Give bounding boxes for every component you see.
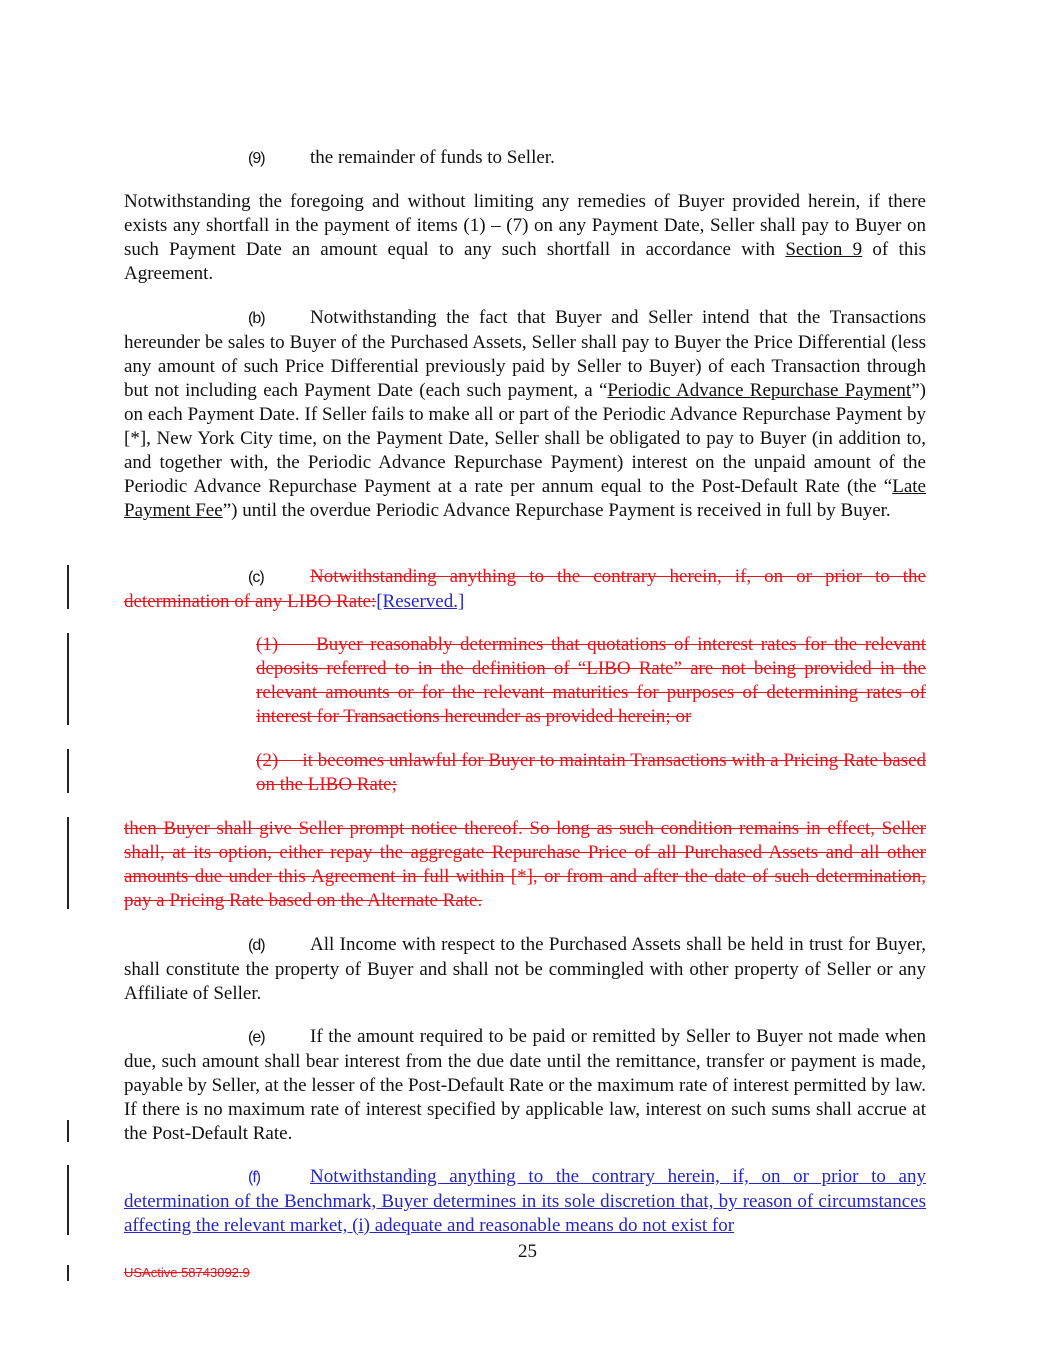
item-c1-deleted: (1) Buyer reasonably determines that quotations of interest rates for the relevant deposits referred to in the definition of “LIBO Rate” are not being provided in the relevant amounts or for the relevant maturities for purposes of determining rates of interest for Transactions hereunder as provided herein; or — [256, 634, 926, 727]
para-notwithstanding — [124, 190, 926, 286]
para-f-inserted: Notwithstanding anything to the contrary herein, if, on or prior to any determination of the Benchmark, Buyer determines in its sole discretion that, by reason of circumstances affecting the relevant market, (i) adequate and reasonable means do not exist for — [124, 1166, 926, 1236]
para-b-text-2: ”) on each Payment Date. If Seller fails to make all or part of the Periodic Advance Repurchase Payment by [*], New York City time, on the Payment Date, Seller shall be obligated to pay to Buyer (in addition to, and together with, the Periodic Advance Repurchase Payment) interest on the unpaid amount of the Periodic Advance Repurchase Payment at a rate per annum equal to the Post-Default Rate (the “ — [124, 380, 926, 497]
para-c-deleted: Notwithstanding anything to the contrary herein, if, on or prior to the determination of any LIBO Rate: — [124, 566, 926, 612]
item-9-text: the remainder of funds to Seller. — [310, 147, 555, 168]
para-then-deleted: then Buyer shall give Seller prompt notice thereof. So long as such condition remains in effect, Seller shall, at its option, either repay the aggregate Repurchase Price of all Purchased Assets and all other amounts due under this Agreement in full within [*], or from and after the date of such determination, pay a Pricing Rate based on the Alternate Rate. — [124, 818, 926, 911]
change-bar — [67, 633, 69, 725]
change-bar — [67, 565, 69, 609]
item-c1 — [256, 633, 926, 729]
item-9 — [124, 146, 926, 171]
para-d — [124, 933, 926, 1006]
para-e-text: If the amount required to be paid or remitted by Seller to Buyer not made when due, such amount shall bear interest from the due date until the remittance, transfer or payment is made, payable by Seller, at the lesser of the Post-Default Rate or the maximum rate of interest permitted by law. If there is no maximum rate of interest specified by applicable law, interest on such sums shall accrue at the Post-Default Rate. — [124, 1026, 926, 1144]
para-c-inserted: [Reserved.] — [376, 591, 465, 612]
change-bar — [67, 1165, 69, 1235]
item-c2-deleted: (2) it becomes unlawful for Buyer to maintain Transactions with a Pricing Rate based on the LIBO Rate; — [256, 750, 926, 795]
change-bar — [67, 1265, 69, 1281]
para-b-label: (b) — [248, 310, 265, 327]
page-number: 25 — [518, 1241, 537, 1262]
para-b-text-1: Notwithstanding the fact that Buyer and Seller intend that the Transactions hereunder be sales to Buyer of the Purchased Assets, Seller shall pay to Buyer the Price Differential (less any amount of such Price Differential previously paid by Seller to Buyer) of each Transaction through but not including each Payment Date (each such payment, a “ — [124, 307, 926, 401]
para-d-label: (d) — [248, 937, 265, 954]
footer-doc-id: USActive 58743092.9 — [124, 1265, 250, 1280]
defined-term-periodic-advance: Periodic Advance Repurchase Payment — [607, 380, 912, 401]
item-c2 — [256, 749, 926, 797]
para-c — [124, 565, 926, 614]
para-b-text-3: ”) until the overdue Periodic Advance Repurchase Payment is received in full by Buyer. — [222, 500, 891, 521]
para-f-label: (f) — [248, 1169, 261, 1186]
defined-term-late-payment-fee: Late Payment Fee — [124, 476, 926, 521]
para-c-label: (c) — [248, 569, 264, 586]
section-9-link[interactable]: Section 9 — [785, 239, 863, 260]
para-b — [124, 306, 926, 523]
para-f — [124, 1165, 926, 1238]
para-notwithstanding-text: Notwithstanding the foregoing and without limiting any remedies of Buyer provided herein, if there exists any shortfall in the payment of items (1) – (7) on any Payment Date, Seller shall pay to Buyer on such Payment Date an amount equal to any such shortfall in accordance with — [124, 191, 926, 260]
change-bar — [67, 817, 69, 909]
change-bar — [67, 749, 69, 793]
item-9-label: (9) — [248, 150, 265, 167]
para-d-text: All Income with respect to the Purchased Assets shall be held in trust for Buyer, shall constitute the property of Buyer and shall not be commingled with other property of Seller or any Affiliate of Seller. — [124, 934, 926, 1004]
para-e-label: (e) — [248, 1029, 265, 1046]
para-e — [124, 1025, 926, 1146]
change-bar — [67, 1120, 69, 1142]
para-notwithstanding-tail: of this Agreement. — [124, 239, 926, 284]
para-then — [124, 817, 926, 913]
